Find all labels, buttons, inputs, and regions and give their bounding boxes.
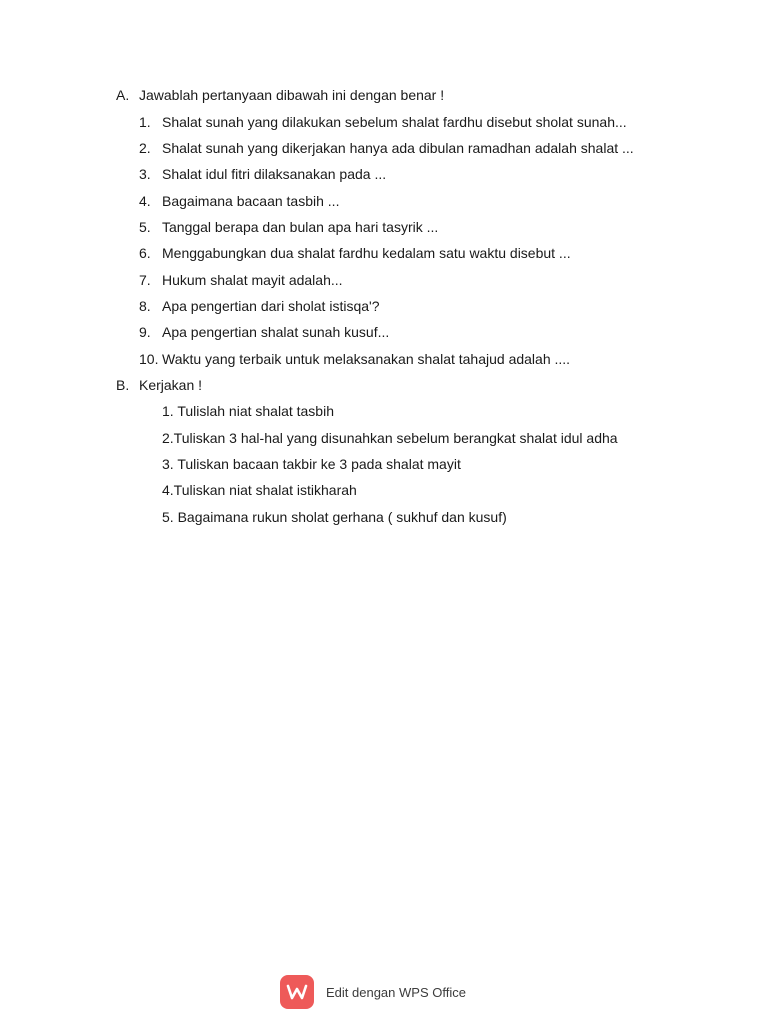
task-item: 4.Tuliskan niat shalat istikharah xyxy=(162,482,357,498)
question-number: 1. xyxy=(139,114,151,130)
wps-office-logo-icon xyxy=(280,975,314,1009)
section-b-title: Kerjakan ! xyxy=(139,377,203,393)
task-item: 5. Bagaimana rukun sholat gerhana ( sukhuf dan kusuf) xyxy=(162,509,507,525)
task-item: 3. Tuliskan bacaan takbir ke 3 pada shalat mayit xyxy=(162,456,461,472)
section-a-title: Jawablah pertanyaan dibawah ini dengan benar ! xyxy=(139,87,445,103)
question-text: Shalat sunah yang dikerjakan hanya ada dibulan ramadhan adalah shalat ... xyxy=(162,140,634,156)
task-item: 1. Tulislah niat shalat tasbih xyxy=(162,403,334,419)
question-text: Apa pengertian dari sholat istisqa'? xyxy=(162,298,380,314)
question-text: Apa pengertian shalat sunah kusuf... xyxy=(162,324,390,340)
question-number: 8. xyxy=(139,298,151,314)
question-text: Shalat sunah yang dilakukan sebelum shalat fardhu disebut sholat sunah... xyxy=(162,114,627,130)
question-text: Shalat idul fitri dilaksanakan pada ... xyxy=(162,166,387,182)
question-number: 7. xyxy=(139,272,151,288)
question-text: Waktu yang terbaik untuk melaksanakan shalat tahajud adalah .... xyxy=(162,351,571,367)
section-b-marker: B. xyxy=(116,377,130,393)
question-text: Hukum shalat mayit adalah... xyxy=(162,272,343,288)
question-number: 4. xyxy=(139,193,151,209)
question-number: 2. xyxy=(139,140,151,156)
question-text: Bagaimana bacaan tasbih ... xyxy=(162,193,340,209)
question-text: Tanggal berapa dan bulan apa hari tasyrik ... xyxy=(162,219,439,235)
question-number: 5. xyxy=(139,219,151,235)
question-text: Menggabungkan dua shalat fardhu kedalam satu waktu disebut ... xyxy=(162,245,571,261)
task-item: 2.Tuliskan 3 hal-hal yang disunahkan sebelum berangkat shalat idul adha xyxy=(162,430,618,446)
question-number: 9. xyxy=(139,324,151,340)
wps-edit-link[interactable] xyxy=(280,975,466,1009)
question-number: 6. xyxy=(139,245,151,261)
section-a-marker: A. xyxy=(116,87,130,103)
question-number: 3. xyxy=(139,166,151,182)
wps-edit-label: Edit dengan WPS Office xyxy=(326,984,466,1000)
question-number: 10. xyxy=(139,351,159,367)
